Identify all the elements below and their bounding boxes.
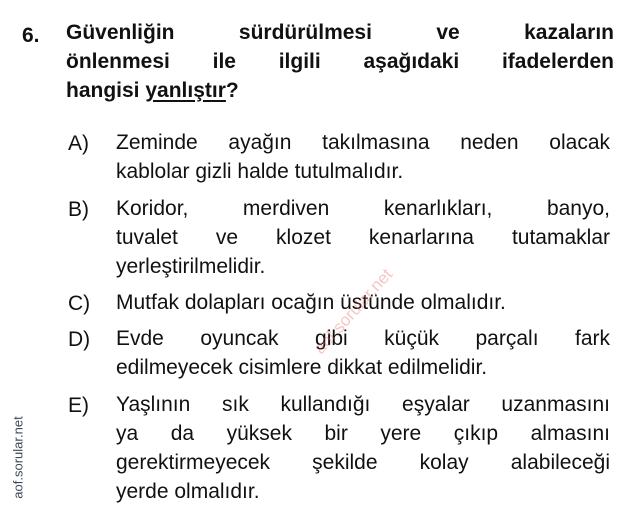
option-d-line-1: Evde oyuncak gibi küçük parçalı fark [116,327,610,350]
option-d-letter: D) [68,328,91,351]
stem-keyword: yanlıştır [145,79,226,102]
stem-line-1: Güvenliğin sürdürülmesi ve kazaların [66,21,614,44]
option-e-line-3: gerektirmeyecek şekilde kolay alabileceği [116,451,610,474]
option-c-line-1: Mutfak dolapları ocağın üstünde olmalıdır. [116,291,506,314]
option-e-line-2: ya da yüksek bir yere çıkıp almasını [116,422,610,445]
option-b-text[interactable] [116,194,610,281]
option-a-text[interactable] [116,128,610,186]
option-c-letter: C) [68,292,91,315]
question-stem [66,18,614,105]
option-b-line-2: tuvalet ve klozet kenarlarına tutamaklar [116,226,610,249]
option-a-line-2: kablolar gizli halde tutulmalıdır. [116,160,404,183]
stem-prefix: hangisi [66,79,146,102]
option-e-line-4: yerde olmalıdır. [116,480,260,503]
option-e-line-1: Yaşlının sık kullandığı eşyalar uzanmasını [116,393,610,416]
option-a-line-1: Zeminde ayağın takılmasına neden olacak [116,131,610,154]
option-a-letter: A) [68,132,89,155]
option-e-text[interactable] [116,390,610,506]
diagonal-watermark: aof.sorular.net [310,264,397,358]
question-number: 6. [22,24,40,47]
stem-line-2: önlenmesi ile ilgili aşağıdaki ifadelerden [66,50,614,73]
option-d-line-2: edilmeyecek cisimlere dikkat edilmelidir. [116,356,488,379]
option-b-letter: B) [68,198,89,221]
option-b-line-3: yerleştirilmelidir. [116,255,266,278]
side-watermark: aof.sorular.net [10,416,26,499]
option-e-letter: E) [68,394,89,417]
option-b-line-1: Koridor, merdiven kenarlıkları, banyo, [116,197,610,220]
stem-suffix: ? [225,79,239,102]
option-d-text[interactable] [116,324,610,382]
stem-line-3 [66,76,614,105]
